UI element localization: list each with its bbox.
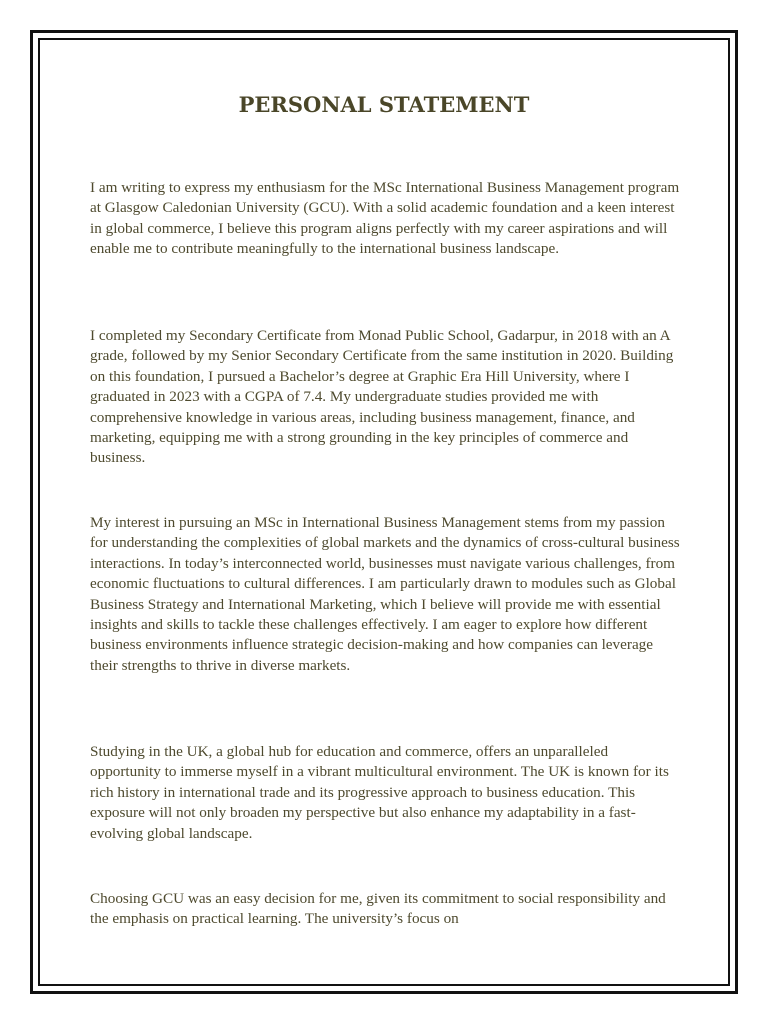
paragraph-gcu: Choosing GCU was an easy decision for me, given its commitment to social responsibility and the emphasis on practical learning. The university’s focus on [90,890,666,928]
paragraph-education: I completed my Secondary Certificate from Monad Public School, Gadarpur, in 2018 with an A grade, followed by my Senior Secondary Certificate from the same institution in 2020. Building on this foundation, I pursued a Bachelor’s degree at Graphic Era Hill University, where I graduated in 2023 with a CGPA of 7.4. My undergraduate studies provided me with comprehensive knowledge in various areas, including business management, finance, and marketing, equipping me with a strong grounding in the key principles of commerce and business. [90,327,674,467]
page-title: PERSONAL STATEMENT [238,92,530,117]
paragraph-intro: I am writing to express my enthusiasm for the MSc International Business Management program at Glasgow Caledonian University (GCU). With a solid academic foundation and a keen interest in global commerce, I believe this program aligns perfectly with my career aspirations and will enable me to contribute meaningfully to the international business landscape. [90,179,680,258]
paragraph-uk: Studying in the UK, a global hub for education and commerce, offers an unparalleled opportunity to immerse myself in a vibrant multicultural environment. The UK is known for its rich history in international trade and its progressive approach to business education. This exposure will not only broaden my perspective but also enhance my adaptability in a fast-evolving global landscape. [90,743,669,842]
paragraph-motivation: My interest in pursuing an MSc in International Business Management stems from my passion for understanding the complexities of global markets and the dynamics of cross-cultural business interactions. In today’s interconnected world, businesses must navigate various challenges, from economic fluctuations to cultural differences. I am particularly drawn to modules such as Global Business Strategy and International Marketing, which I believe will provide me with essential insights and skills to tackle these challenges effectively. I am eager to explore how different business environments influence strategic decision-making and how companies can leverage their strengths to thrive in diverse markets. [90,514,680,674]
